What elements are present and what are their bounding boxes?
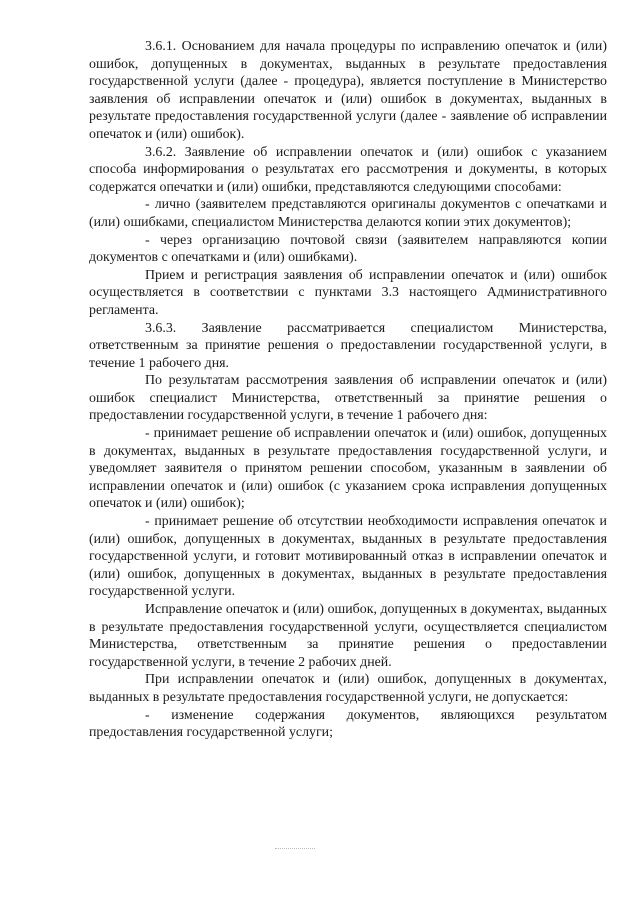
list-item-content-change: - изменение содержания документов, являющихся результатом предоставления государственной услуги; xyxy=(89,707,607,741)
scan-artifact xyxy=(275,848,315,850)
paragraph-3-6-2: 3.6.2. Заявление об исправлении опечаток и (или) ошибок с указанием способа информирования о результатах его рассмотрения и документы, в которых содержатся опечатки и (или) ошибки, представляются следующими способами: xyxy=(89,144,607,195)
list-item-by-mail: - через организацию почтовой связи (заявителем направляются копии документов с опечатками и (или) ошибками). xyxy=(89,232,607,266)
paragraph-reception: Прием и регистрация заявления об исправлении опечаток и (или) ошибок осуществляется в соответствии с пунктами 3.3 настоящего Административного регламента. xyxy=(89,267,607,318)
paragraph-not-allowed: При исправлении опечаток и (или) ошибок, допущенных в документах, выданных в результате предоставления государственной услуги, не допускается: xyxy=(89,672,607,705)
list-item-in-person: - лично (заявителем представляются оригиналы документов с опечатками и (или) ошибками, специалистом Министерства делаются копии этих документов); xyxy=(89,197,607,230)
list-item-decision-correct: - принимает решение об исправлении опечаток и (или) ошибок, допущенных в документах, выданных в результате предоставления государственной услуги, и уведомляет заявителя о принятом решении способом, указанным в заявлении об исправлении опечаток и (или) ошибок (с указанием срока исправления допущенных опечаток и (или) ошибок); xyxy=(89,426,607,512)
document-page xyxy=(89,38,607,742)
paragraph-correction-term: Исправление опечаток и (или) ошибок, допущенных в документах, выданных в результате предоставления государственной услуги, осуществляется специалистом Министерства, ответственным за принятие решения о предоставлении государственной услуги, в течение 2 рабочих дней. xyxy=(89,602,607,670)
paragraph-review-results: По результатам рассмотрения заявления об исправлении опечаток и (или) ошибок специалист Министерства, ответственный за принятие решения о предоставлении государственной услуги, в течение 1 рабочего дня: xyxy=(89,373,607,424)
paragraph-3-6-3: 3.6.3. Заявление рассматривается специалистом Министерства, ответственным за принятие решения о предоставлении государственной услуги, в течение 1 рабочего дня. xyxy=(89,320,607,371)
list-item-decision-refuse: - принимает решение об отсутствии необходимости исправления опечаток и (или) ошибок, допущенных в документах, выданных в результате предоставления государственной услуги, и готовит мотивированный отказ в исправлении опечаток и (или) ошибок, допущенных в документах, выданных в результате предоставления государственной услуги. xyxy=(89,514,607,600)
paragraph-3-6-1: 3.6.1. Основанием для начала процедуры по исправлению опечаток и (или) ошибок, допущенных в документах, выданных в результате предоставления государственной услуги (далее - процедура), является поступление в Министерство заявления об исправлении опечаток и (или) ошибок в документах, выданных в результате предоставления государственной услуги (далее - заявление об исправлении опечаток и (или) ошибок). xyxy=(89,39,607,142)
